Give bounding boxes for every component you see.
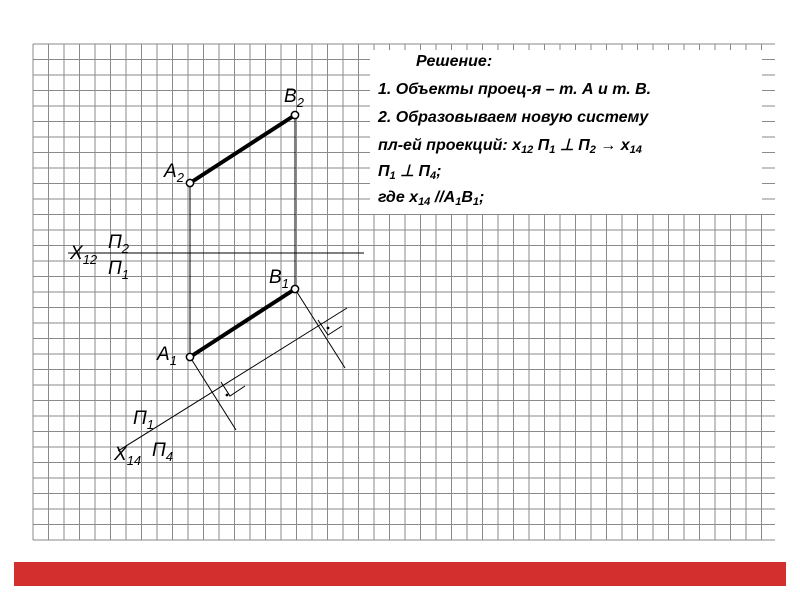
solution-panel	[370, 50, 762, 214]
label-a2: $А_2$	[164, 161, 184, 185]
point-b1	[291, 285, 298, 292]
label-a1: $А_1$	[157, 344, 177, 368]
point-a1	[186, 353, 193, 360]
label-p2-upper: $П_2$	[108, 232, 130, 256]
right-angle-dot-a	[226, 394, 229, 397]
label-b1: $В_1$	[269, 267, 289, 291]
right-angle-mark-b	[318, 320, 342, 335]
segment-a2b2	[190, 115, 295, 183]
solution-heading: Решение:	[416, 53, 493, 70]
label-x12: $X_{12}$	[70, 243, 98, 267]
solution-line-3: пл-ей проекций: $х_{12}$ $П_1$ ⊥ $П_2 \to х_{14}$	[378, 137, 642, 156]
solution-line-4: $П_1$ ⊥ $П_4$;	[378, 163, 442, 182]
point-b2	[291, 111, 298, 118]
label-x14: $X_{14}$	[114, 444, 142, 468]
right-angle-dot-b	[327, 327, 330, 330]
solution-line-2: 2. Образовываем новую систему	[378, 109, 649, 126]
label-p1-lower: $П_1$	[108, 258, 130, 282]
solution-line-5: где $х_{14}$ $//А_1В_1$;	[378, 189, 485, 208]
label-b2: $В_2$	[284, 86, 304, 110]
label-p1-new: $П_1$	[133, 408, 155, 432]
segments	[190, 115, 295, 357]
solution-line-1: 1. Объекты проец-я – т. А и т. В.	[378, 81, 652, 98]
footer-bar	[14, 562, 786, 586]
perpendicular-from-a1	[190, 357, 236, 430]
point-a2	[186, 179, 193, 186]
label-p4: $П_4$	[152, 440, 174, 464]
